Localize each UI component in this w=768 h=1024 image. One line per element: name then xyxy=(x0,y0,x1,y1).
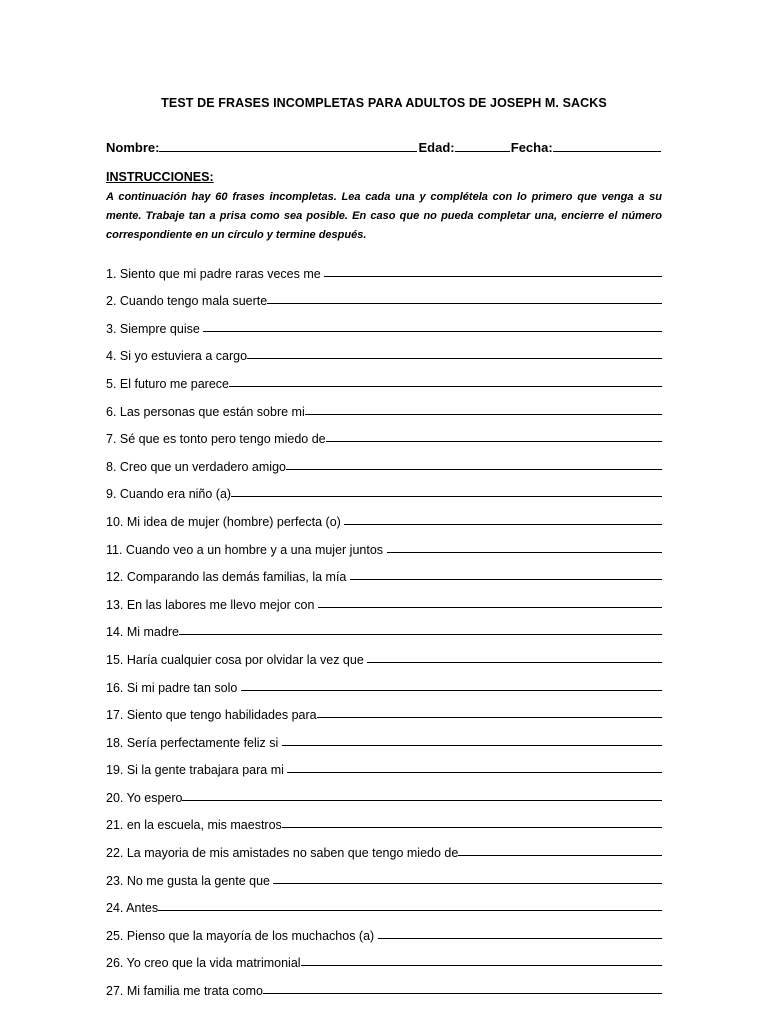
sentence-label: 3. Siempre quise xyxy=(106,321,204,336)
answer-blank-line xyxy=(301,964,662,966)
sentence-item-6 xyxy=(106,391,662,419)
instructions-text: A continuación hay 60 frases incompletas. Lea cada una y complétela con lo primero que venga a su mente. Trabaje tan a prisa como sea posible. En caso que no pueda completar una, encierre el número correspondiente en un círculo y termine después. xyxy=(106,191,662,241)
sentence-item-4 xyxy=(106,336,662,364)
sentence-item-16 xyxy=(106,667,662,695)
sentence-label: 7. Sé que es tonto pero tengo miedo de xyxy=(106,432,326,447)
sentence-item-27 xyxy=(106,970,662,998)
sentence-label: 4. Si yo estuviera a cargo xyxy=(106,349,248,364)
sentence-label: 23. No me gusta la gente que xyxy=(106,873,274,888)
date-label: Fecha: xyxy=(510,140,553,155)
sentence-label: 19. Si la gente trabajara para mi xyxy=(106,763,288,778)
sentence-item-7 xyxy=(106,419,662,447)
sentence-label: 10. Mi idea de mujer (hombre) perfecta (o) xyxy=(106,514,345,529)
sentence-item-23 xyxy=(106,860,662,888)
sentence-label: 2. Cuando tengo mala suerte xyxy=(106,294,268,309)
answer-blank-line xyxy=(458,854,662,856)
sentence-label: 14. Mi madre xyxy=(106,625,179,640)
sentence-item-24 xyxy=(106,888,662,916)
answer-blank-line xyxy=(179,633,662,635)
sentence-label: 20. Yo espero xyxy=(106,790,183,805)
sentence-item-19 xyxy=(106,750,662,778)
sentence-item-12 xyxy=(106,557,662,585)
answer-blank-line xyxy=(286,468,662,470)
sentence-item-13 xyxy=(106,584,662,612)
sentence-item-1 xyxy=(106,253,662,281)
sentence-item-15 xyxy=(106,639,662,667)
answer-blank-line xyxy=(344,523,662,525)
sentence-label: 18. Sería perfectamente feliz si xyxy=(106,735,282,750)
sentence-item-26 xyxy=(106,943,662,971)
name-label: Nombre: xyxy=(106,140,160,155)
sentence-item-10 xyxy=(106,501,662,529)
sentence-item-5 xyxy=(106,363,662,391)
sentence-label: 6. Las personas que están sobre mi xyxy=(106,404,305,419)
sentence-label: 9. Cuando era niño (a) xyxy=(106,487,232,502)
answer-blank-line xyxy=(273,882,662,884)
answer-blank-line xyxy=(318,606,662,608)
sentence-item-8 xyxy=(106,446,662,474)
sentence-item-14 xyxy=(106,612,662,640)
instructions-heading: INSTRUCCIONES: xyxy=(106,170,214,184)
sentence-item-21 xyxy=(106,805,662,833)
answer-blank-line xyxy=(282,744,662,746)
sentence-label: 27. Mi familia me trata como xyxy=(106,984,263,999)
sentence-label: 15. Haría cualquier cosa por olvidar la vez que xyxy=(106,652,368,667)
sentence-item-3 xyxy=(106,308,662,336)
answer-blank-line xyxy=(241,689,662,691)
answer-blank-line xyxy=(287,771,662,773)
name-blank-line xyxy=(159,139,417,152)
answer-blank-line xyxy=(267,302,662,304)
sentence-item-2 xyxy=(106,281,662,309)
answer-blank-line xyxy=(305,413,662,415)
sentence-label: 12. Comparando las demás familias, la mía xyxy=(106,570,350,585)
sentence-label: 11. Cuando veo a un hombre y a una mujer juntos xyxy=(106,542,387,557)
sentence-label: 25. Pienso que la mayoría de los muchachos (a) xyxy=(106,928,378,943)
answer-blank-line xyxy=(229,385,662,387)
answer-blank-line xyxy=(387,551,663,553)
sentence-item-11 xyxy=(106,529,662,557)
answer-blank-line xyxy=(324,275,662,277)
answer-blank-line xyxy=(263,992,662,994)
sentence-label: 8. Creo que un verdadero amigo xyxy=(106,459,286,474)
answer-blank-line xyxy=(282,826,662,828)
answer-blank-line xyxy=(317,716,662,718)
sentence-label: 1. Siento que mi padre raras veces me xyxy=(106,266,325,281)
answer-blank-line xyxy=(350,578,662,580)
sentence-label: 22. La mayoria de mis amistades no saben que tengo miedo de xyxy=(106,846,459,861)
answer-blank-line xyxy=(378,937,662,939)
date-blank-line xyxy=(553,139,661,152)
sentence-item-20 xyxy=(106,777,662,805)
document-title: TEST DE FRASES INCOMPLETAS PARA ADULTOS DE JOSEPH M. SACKS xyxy=(161,96,607,110)
answer-blank-line xyxy=(367,661,662,663)
answer-blank-line xyxy=(203,330,662,332)
sentence-item-9 xyxy=(106,474,662,502)
sentence-item-25 xyxy=(106,915,662,943)
answer-blank-line xyxy=(158,909,662,911)
sentence-label: 26. Yo creo que la vida matrimonial xyxy=(106,956,301,971)
sentence-item-22 xyxy=(106,832,662,860)
answer-blank-line xyxy=(326,440,662,442)
age-label: Edad: xyxy=(418,140,455,155)
sentence-label: 16. Si mi padre tan solo xyxy=(106,680,241,695)
sentence-label: 13. En las labores me llevo mejor con xyxy=(106,597,318,612)
sentence-item-18 xyxy=(106,722,662,750)
sentence-label: 24. Antes xyxy=(106,901,159,916)
sentence-list xyxy=(106,253,662,998)
header-fields xyxy=(106,139,662,155)
answer-blank-line xyxy=(247,357,662,359)
age-blank-line xyxy=(455,139,510,152)
sentence-label: 5. El futuro me parece xyxy=(106,376,229,391)
answer-blank-line xyxy=(231,495,662,497)
answer-blank-line xyxy=(182,799,662,801)
sentence-label: 17. Siento que tengo habilidades para xyxy=(106,708,317,723)
sentence-label: 21. en la escuela, mis maestros xyxy=(106,818,282,833)
sentence-item-17 xyxy=(106,695,662,723)
